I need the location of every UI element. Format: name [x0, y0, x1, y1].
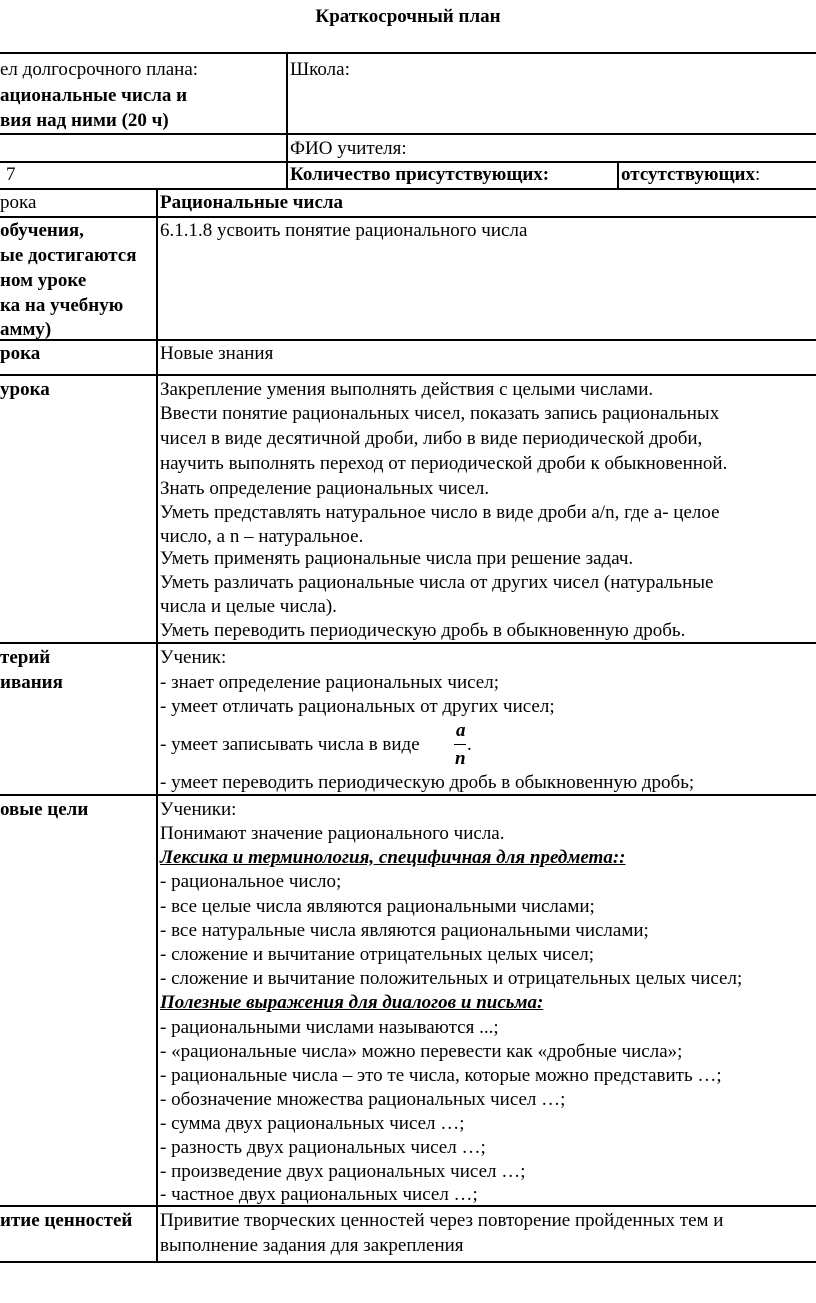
phrases-item: - частное двух рациональных чисел …;: [160, 1184, 478, 1205]
criteria-label: терий: [0, 647, 51, 668]
aims-line: Уметь переводить периодическую дробь в обыкновенную дробь.: [160, 620, 686, 641]
long-term-plan-value: ациональные числа и: [0, 85, 188, 106]
aims-line: Уметь применять рациональные числа при решение задач.: [160, 548, 634, 569]
language-intro: Понимают значение рационального числа.: [160, 823, 505, 844]
goals-value: 6.1.1.8 усвоить понятие рационального числа: [160, 220, 528, 241]
criteria-item: - умеет переводить периодическую дробь в обыкновенную дробь;: [160, 772, 695, 793]
aims-line: чисел в виде десятичной дроби, либо в виде периодической дроби,: [160, 428, 703, 449]
lexicon-item: - сложение и вычитание отрицательных целых чисел;: [160, 944, 595, 965]
absent-label: [621, 162, 760, 188]
aims-label: урока: [0, 379, 50, 400]
table-rule: [0, 374, 816, 376]
fraction-denominator: n: [455, 748, 466, 769]
criteria-item: - знает определение рациональных чисел;: [160, 672, 500, 693]
aims-line: числа и целые числа).: [160, 596, 337, 617]
aims-line: Уметь различать рациональные числа от других чисел (натуральные: [160, 572, 714, 593]
lesson-type-value: Новые знания: [160, 343, 274, 364]
aims-line: научить выполнять переход от периодической дроби к обыкновенной.: [160, 453, 728, 474]
criteria-item: - умеет записывать числа в виде: [160, 734, 420, 755]
aims-line: Закрепление умения выполнять действия с целыми числами.: [160, 379, 654, 400]
table-rule: [286, 133, 816, 135]
table-border-top: [0, 52, 816, 54]
phrases-item: - разность двух рациональных чисел …;: [160, 1137, 486, 1158]
phrases-item: - «рациональные числа» можно перевести как «дробные числа»;: [160, 1041, 683, 1062]
language-intro: Ученики:: [160, 799, 237, 820]
table-rule: [0, 188, 816, 190]
topic-label: рока: [0, 192, 37, 213]
present-label: Количество присутствующих:: [290, 164, 550, 185]
document-title: Краткосрочный план: [315, 6, 501, 27]
criteria-item: - умеет отличать рациональных от других чисел;: [160, 696, 555, 717]
criteria-label: ивания: [0, 672, 63, 693]
values-label: итие ценностей: [0, 1210, 133, 1231]
lexicon-item: - все целые числа являются рациональными числами;: [160, 896, 595, 917]
table-rule: [156, 188, 158, 1261]
phrases-item: - рациональными числами называются ...;: [160, 1017, 499, 1038]
aims-line: число, а n – натуральное.: [160, 526, 364, 547]
table-rule: [617, 161, 619, 188]
table-rule: [0, 339, 816, 341]
lesson-type-label: рока: [0, 343, 41, 364]
fraction-bar: [454, 744, 466, 745]
phrases-item: - сумма двух рациональных чисел …;: [160, 1113, 465, 1134]
aims-line: Уметь представлять натуральное число в виде дроби a/n, где а- целое: [160, 502, 720, 523]
phrases-heading: Полезные выражения для диалогов и письма:: [160, 992, 544, 1013]
long-term-plan-label: ел долгосрочного плана:: [0, 59, 199, 80]
absent-label-text: отсутствующих: [621, 164, 755, 185]
phrases-item: - обозначение множества рациональных чисел …;: [160, 1089, 566, 1110]
school-label: Школа:: [290, 59, 350, 80]
language-goals-label: овые цели: [0, 799, 89, 820]
aims-line: Ввести понятие рациональных чисел, показать запись рациональных: [160, 403, 720, 424]
goals-label: ном уроке: [0, 270, 87, 291]
goals-label: ка на учебную: [0, 295, 124, 316]
lexicon-heading: Лексика и терминология, специфичная для предмета::: [160, 847, 626, 868]
phrases-item: - произведение двух рациональных чисел …;: [160, 1161, 526, 1182]
grade-value: 7: [6, 164, 16, 185]
fraction-numerator: a: [456, 720, 466, 741]
lexicon-item: - все натуральные числа являются рациональными числами;: [160, 920, 649, 941]
aims-line: Знать определение рациональных чисел.: [160, 478, 490, 499]
lexicon-item: - сложение и вычитание положительных и отрицательных целых чисел;: [160, 968, 743, 989]
long-term-plan-value: вия над ними (20 ч): [0, 110, 169, 131]
absent-colon: :: [754, 164, 761, 185]
criteria-item-end: .: [467, 734, 472, 755]
values-line: Привитие творческих ценностей через повторение пройденных тем и: [160, 1210, 724, 1231]
phrases-item: - рациональные числа – это те числа, которые можно представить …;: [160, 1065, 722, 1086]
topic-value: Рациональные числа: [160, 192, 344, 213]
values-line: выполнение задания для закрепления: [160, 1235, 464, 1256]
table-border-bottom: [0, 1261, 816, 1263]
goals-label: ые достигаются: [0, 245, 137, 266]
table-rule: [286, 52, 288, 188]
lexicon-item: - рациональное число;: [160, 871, 342, 892]
teacher-label: ФИО учителя:: [290, 138, 407, 159]
goals-label: амму): [0, 319, 52, 340]
criteria-intro: Ученик:: [160, 647, 227, 668]
goals-label: обучения,: [0, 220, 84, 241]
